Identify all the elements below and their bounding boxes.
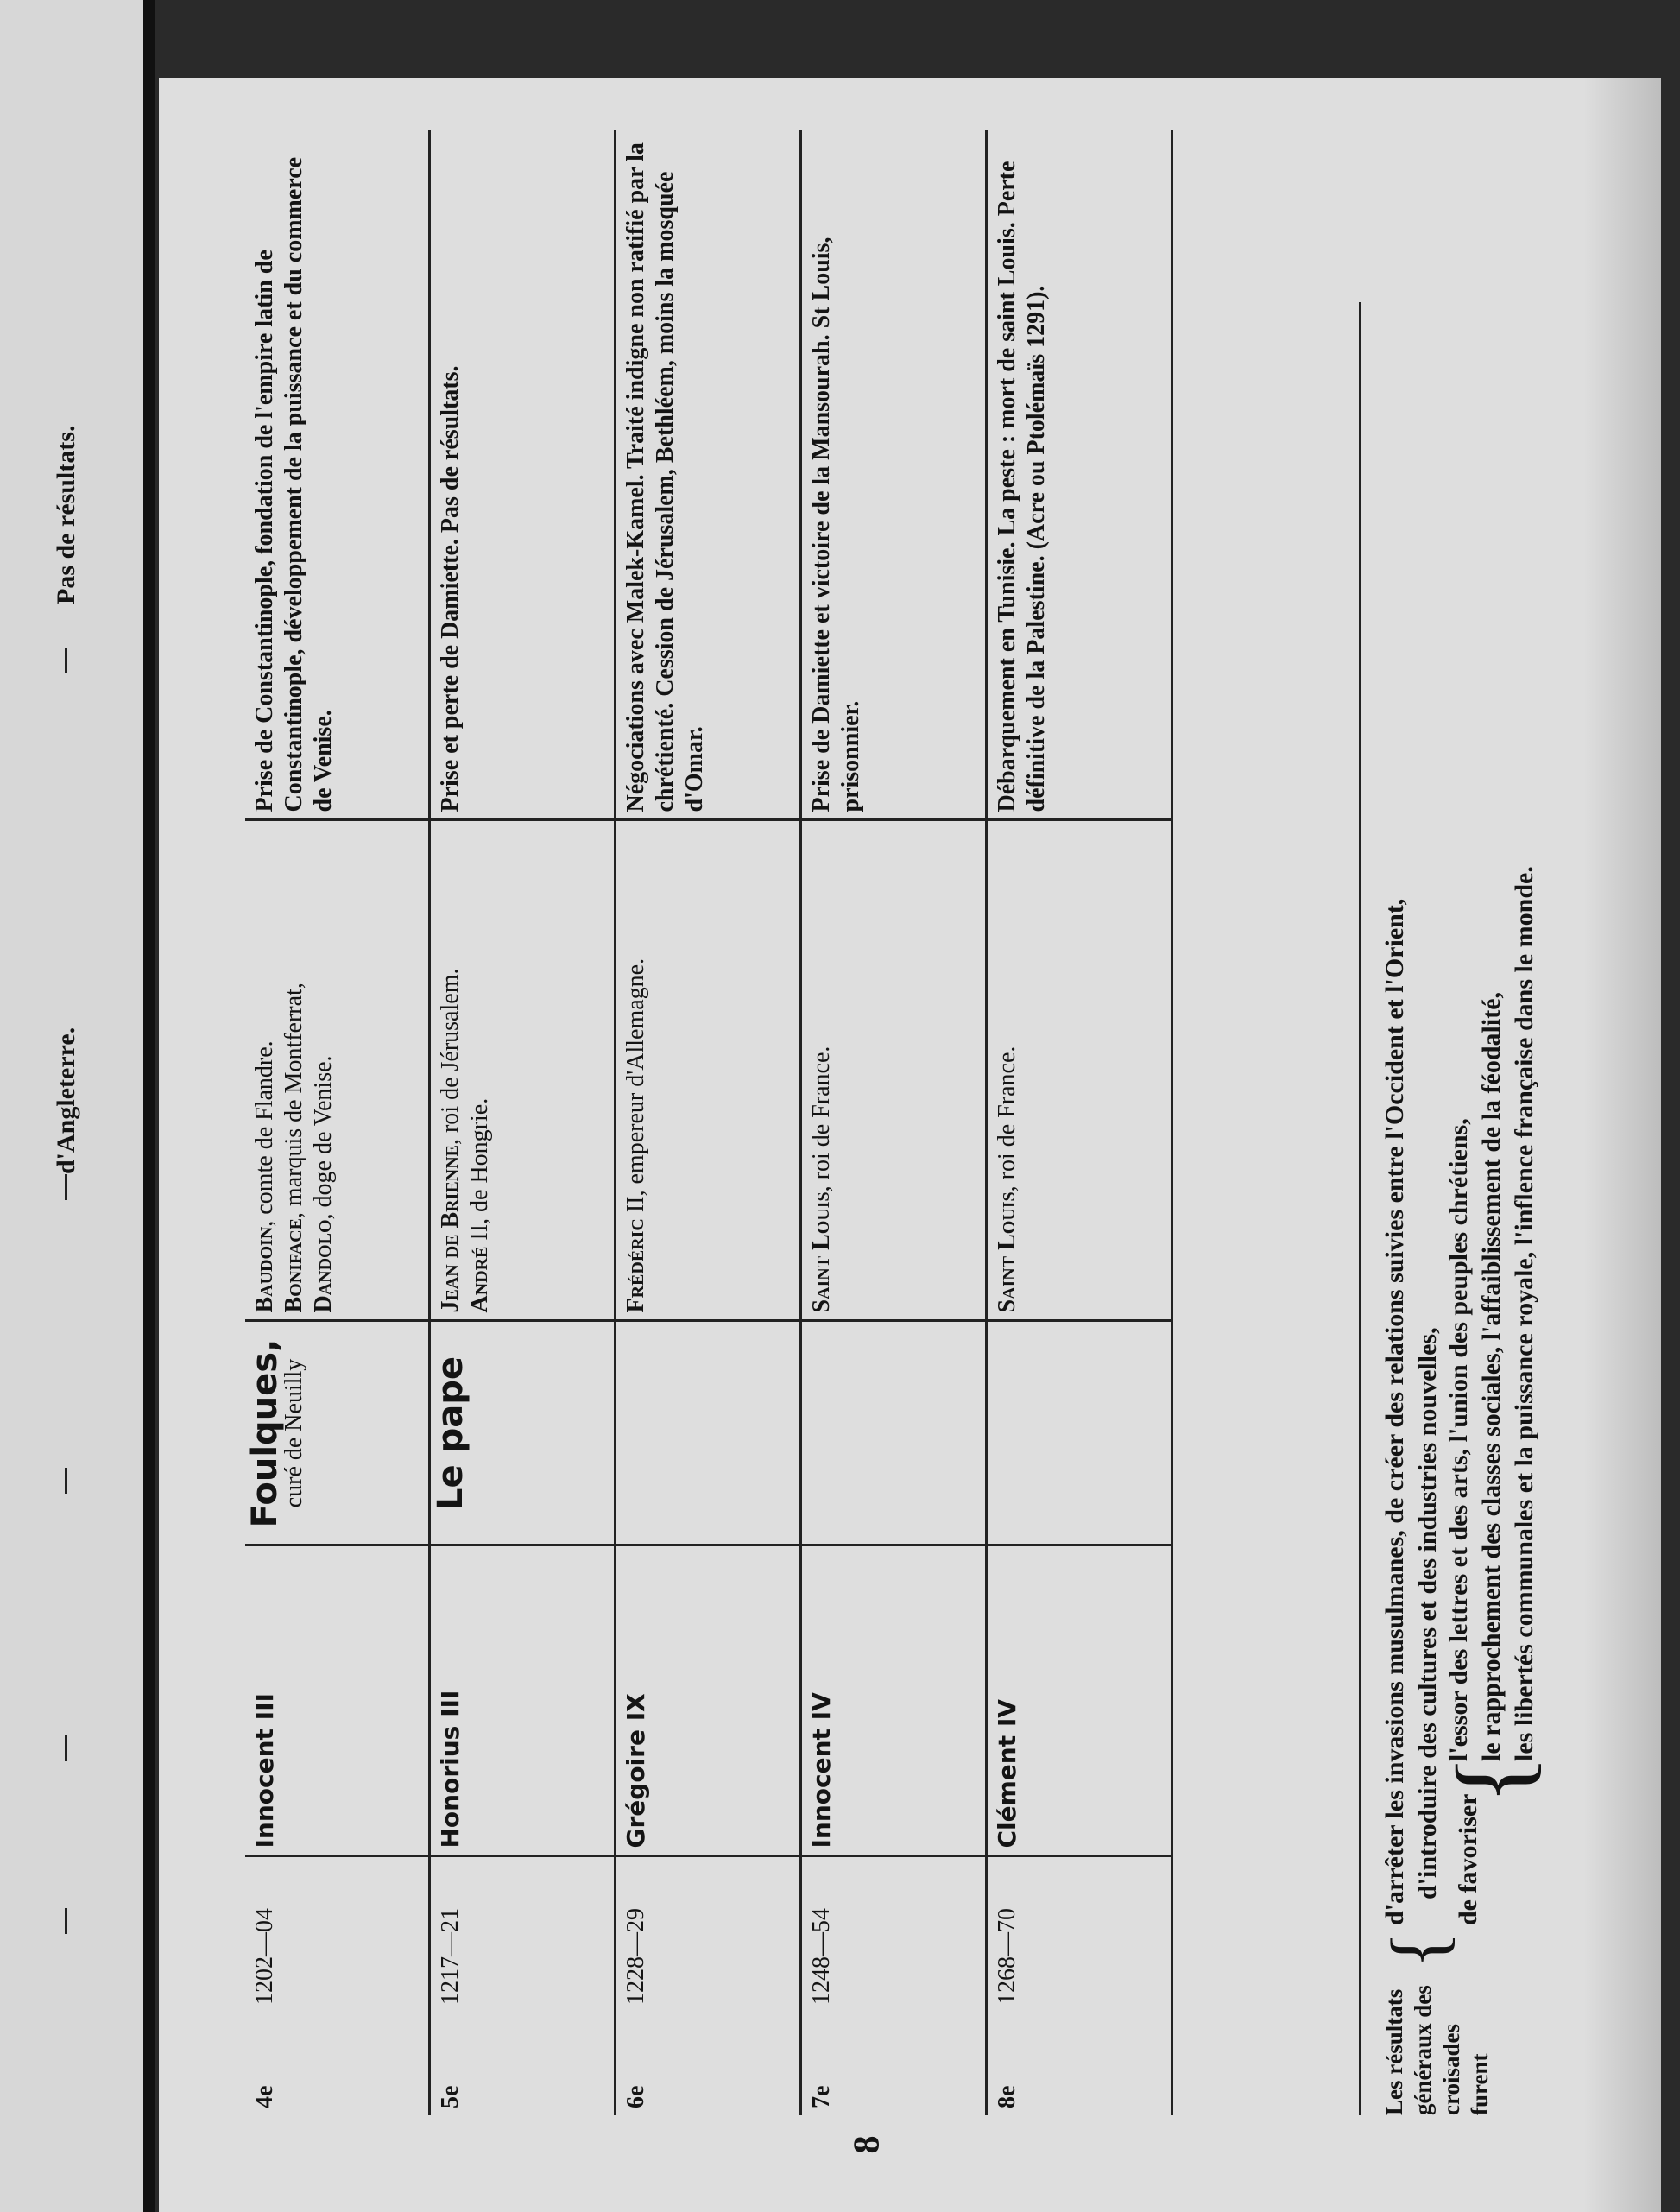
preacher-name: Le pape: [431, 1356, 471, 1510]
crusade-results: Prise et perte de Damiette. Pas de résultats.: [430, 130, 616, 820]
crusade-results: Prise de Constantinople, fondation de l'empire latin de Constantinople, développement de la puissance et du commerce de Venise.: [245, 130, 430, 820]
brace: {: [1376, 1931, 1462, 1969]
chief-title: II, empereur d'Allemagne.: [622, 957, 649, 1219]
favoriser-lines: [1443, 164, 1541, 1761]
crusade-number: 8e: [987, 2012, 1172, 2115]
chief-title: , roi de Jérusalem.: [437, 968, 464, 1146]
brace: {: [1435, 1754, 1550, 1804]
page-number: 8: [847, 2135, 887, 2154]
table-bottom-rule: [1359, 302, 1361, 2115]
table-row: [616, 130, 801, 2115]
crusades-table: [245, 130, 1173, 2115]
preacher-title: curé de Neuilly: [281, 1358, 307, 1508]
crusade-pope: Innocent IV: [801, 1545, 987, 1856]
rotated-crusades-table: [245, 130, 1592, 2115]
preacher-name: Foulques,: [245, 1338, 285, 1528]
facing-page-text: [0, 0, 155, 2212]
chief-name: Saint Louis: [994, 1191, 1020, 1313]
table-row: [245, 130, 430, 2115]
favoriser-line-1: l'essor des lettres et des arts, l'union des peuples chrétiens,: [1444, 1118, 1473, 1761]
crusade-chiefs: [616, 820, 801, 1321]
chief-name: Baudoin: [251, 1226, 278, 1313]
summary-section: [1372, 130, 1588, 2115]
crusade-preacher: [245, 1321, 430, 1545]
crusade-pope: Innocent III: [245, 1545, 430, 1856]
document-page: [159, 78, 1661, 2212]
crusade-results: Débarquement en Tunisie. La peste : mort de saint Louis. Perte définitive de la Palestine. (Acre ou Ptolémaïs 1291).: [987, 130, 1172, 820]
chief-entry: [280, 829, 309, 1313]
chief-entry: [993, 829, 1022, 1313]
crusade-pope: Clément IV: [987, 1545, 1172, 1856]
chief-name: Frédéric: [622, 1218, 649, 1313]
facing-fragment-top: Pas de résultats.: [52, 425, 80, 604]
chief-entry: [436, 829, 465, 1313]
crusade-dates: 1217—21: [430, 1856, 616, 2012]
crusade-dates: 1248—54: [801, 1856, 987, 2012]
crusade-number: 7e: [801, 2012, 987, 2115]
chief-entry: [807, 829, 837, 1313]
facing-rule-mark: [65, 1735, 67, 1761]
chief-title: , doge de Venise.: [310, 1055, 337, 1220]
chief-title: , roi de France.: [808, 1046, 835, 1192]
crusade-results: Négociations avec Malek-Kamel. Traité indigne non ratifié par la chrétienté. Cession de Jérusalem, Bethléem, moins la mosquée d'Omar.: [616, 130, 801, 820]
chief-title: II, de Hongrie.: [466, 1097, 493, 1247]
crusade-pope: Honorius III: [430, 1545, 616, 1856]
crusade-chiefs: [801, 820, 987, 1321]
favoriser-label: de favoriser: [1454, 1793, 1482, 1925]
summary-line-1: d'arrêter les invasions musulmanes, de créer des relations suivies entre l'Occident et l'Orient,: [1380, 898, 1409, 1925]
chief-name: Boniface: [281, 1218, 307, 1313]
crusade-number: 5e: [430, 2012, 616, 2115]
facing-rule-mark: [65, 1908, 67, 1934]
crusade-dates: 1268—70: [987, 1856, 1172, 2012]
chief-title: , marquis de Montferrat,: [281, 983, 307, 1219]
chief-entry: [622, 829, 651, 1313]
crusade-pope: Grégoire IX: [616, 1545, 801, 1856]
table-row: [430, 130, 616, 2115]
crusade-dates: 1202—04: [245, 1856, 430, 2012]
crusade-chiefs: [987, 820, 1172, 1321]
chief-name: Jean de Brienne: [437, 1145, 464, 1313]
crusade-results: Prise de Damiette et victoire de la Mansourah. St Louis, prisonnier.: [801, 130, 987, 820]
summary-line-2: d'introduire des cultures et des industries nouvelles,: [1413, 1327, 1442, 1899]
chief-entry: [250, 829, 280, 1313]
chief-name: Dandolo: [310, 1219, 337, 1313]
crusade-dates: 1228—29: [616, 1856, 801, 2012]
crusade-chiefs: [245, 820, 430, 1321]
facing-rule-mark: [65, 1174, 67, 1200]
crusade-preacher: [430, 1321, 616, 1545]
crusade-chiefs: [430, 820, 616, 1321]
summary-main-lines: [1379, 155, 1444, 1925]
table-row: [987, 130, 1172, 2115]
crusade-preacher: [987, 1321, 1172, 1545]
facing-rule-mark: [65, 648, 67, 673]
facing-fragment-bottom: d'Angleterre.: [52, 1027, 80, 1174]
crusade-preacher: [616, 1321, 801, 1545]
chief-name: Saint Louis: [808, 1191, 835, 1313]
crusade-preacher: [801, 1321, 987, 1545]
favoriser-line-2: le rapprochement des classes sociales, l'affaiblissement de la féodalité,: [1477, 991, 1506, 1761]
chief-entry: [309, 829, 338, 1313]
chief-name: André: [466, 1246, 493, 1313]
favoriser-line-3: les libertés communales et la puissance royale, l'inflence française dans le monde.: [1510, 866, 1538, 1761]
summary-label: Les résultats généraux des croisades furent: [1381, 1985, 1493, 2115]
chief-title: , comte de Flandre.: [251, 1040, 278, 1227]
facing-rule-mark: [65, 1468, 67, 1494]
crusade-number: 6e: [616, 2012, 801, 2115]
table-row: [801, 130, 987, 2115]
page-edge-shadow: [1583, 78, 1661, 2212]
chief-entry: [465, 829, 495, 1313]
crusade-number: 4e: [245, 2012, 430, 2115]
chief-title: , roi de France.: [994, 1046, 1020, 1192]
